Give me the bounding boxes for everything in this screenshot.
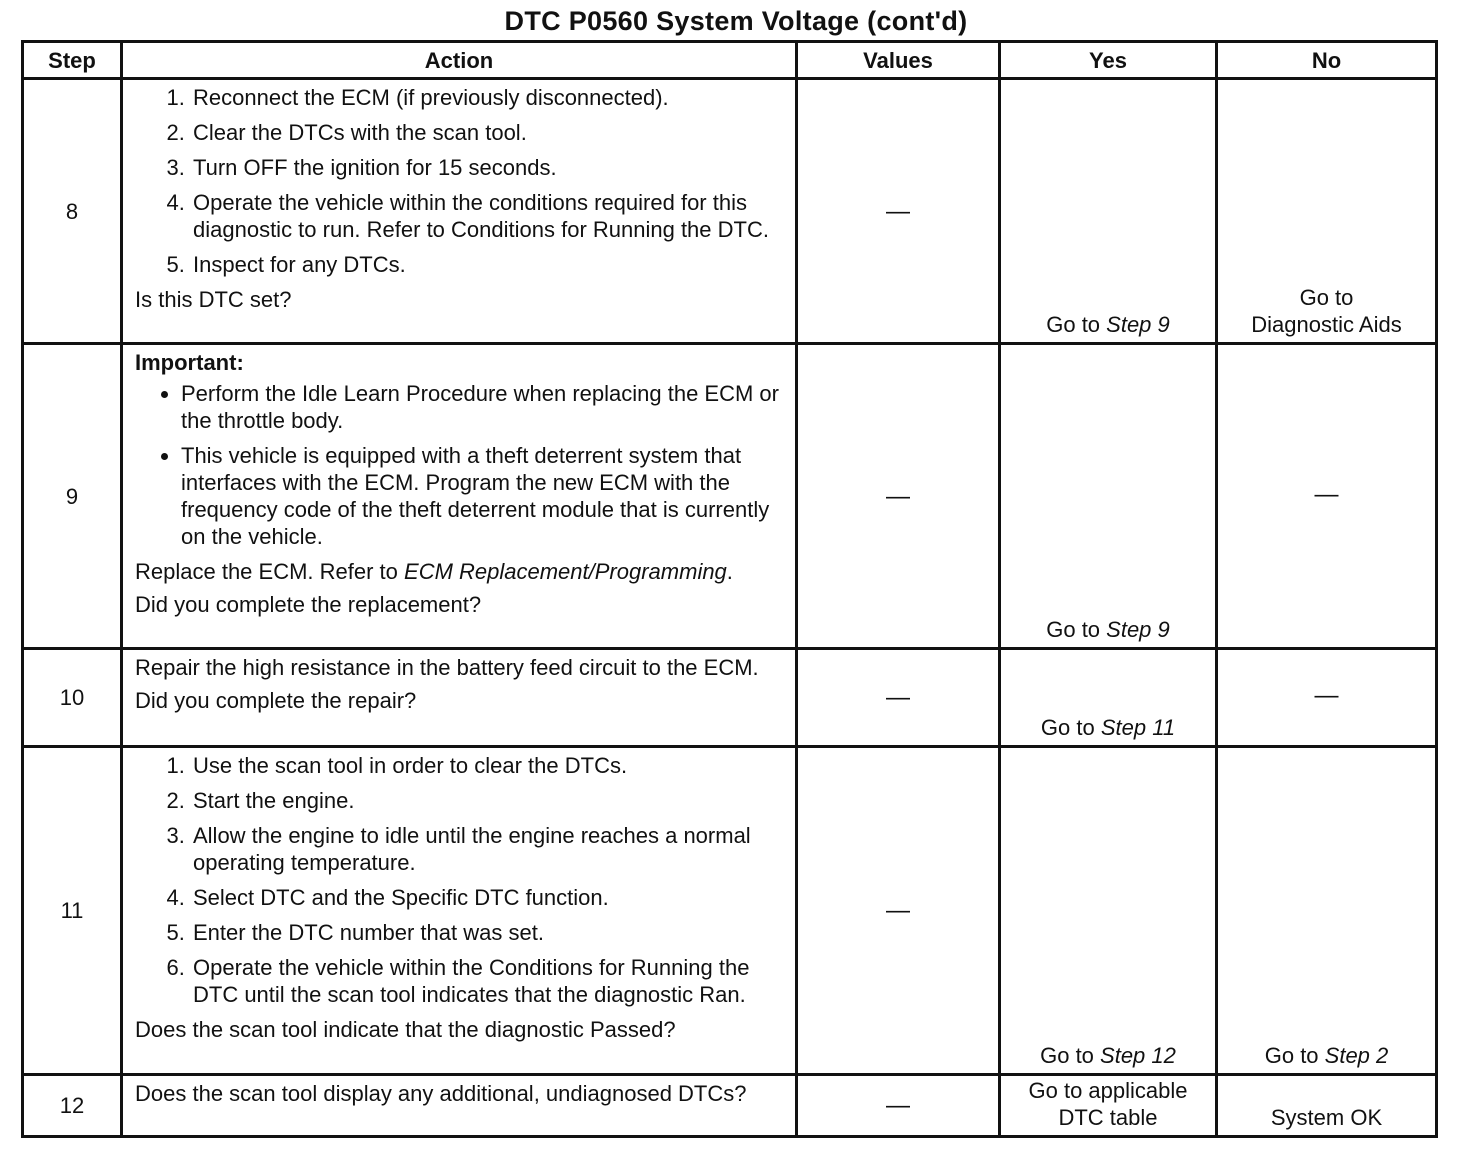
yes-text: Go to: [1040, 1043, 1101, 1068]
yes-text: Go to applicable: [1028, 1078, 1188, 1103]
action-cell: [122, 747, 797, 1075]
no-cell: —: [1217, 344, 1437, 649]
step-number: 8: [23, 79, 122, 344]
no-cell: [1217, 79, 1437, 344]
action-question: Did you complete the replacement?: [135, 592, 482, 617]
header-action: Action: [122, 42, 797, 79]
values-cell: —: [797, 649, 1000, 747]
table-row: [23, 79, 1437, 344]
step-reference: Step 9: [1106, 312, 1170, 337]
yes-text: Go to: [1040, 715, 1101, 740]
header-step: Step: [23, 42, 122, 79]
no-cell: —: [1217, 649, 1437, 747]
procedure-reference: ECM Replacement/Programming: [404, 559, 727, 584]
list-item: • This vehicle is equipped with a theft deterrent system that interfaces with the ECM. Program the new ECM with the frequency code of the theft deterrent module that is currently on the vehicle.: [181, 442, 787, 550]
header-no: No: [1217, 42, 1437, 79]
action-cell: [122, 79, 797, 344]
step-reference: Step 9: [1106, 617, 1170, 642]
action-question: Does the scan tool display any additional, undiagnosed DTCs?: [135, 1081, 747, 1106]
action-steps: [135, 84, 787, 278]
list-item: 4. Select DTC and the Specific DTC function.: [191, 884, 787, 911]
list-item: 1. Reconnect the ECM (if previously disconnected).: [191, 84, 787, 111]
important-heading: Important:: [135, 350, 244, 375]
action-question: Did you complete the repair?: [135, 688, 417, 713]
header-yes: Yes: [1000, 42, 1217, 79]
page-title: DTC P0560 System Voltage (cont'd): [504, 6, 968, 36]
step-number: 12: [23, 1075, 122, 1137]
table-row: [23, 747, 1437, 1075]
list-item: 5. Inspect for any DTCs.: [191, 251, 787, 278]
no-cell: [1217, 747, 1437, 1075]
list-item: 2. Start the engine.: [191, 787, 787, 814]
action-instruction: Replace the ECM. Refer to ECM Replacement/Programming.: [135, 559, 733, 584]
list-item: 6. Operate the vehicle within the Conditions for Running the DTC until the scan tool indicates that the diagnostic Ran.: [191, 954, 787, 1008]
yes-text: DTC table: [1058, 1105, 1158, 1130]
list-item: 3. Allow the engine to idle until the engine reaches a normal operating temperature.: [191, 822, 787, 876]
action-instruction: Repair the high resistance in the battery feed circuit to the ECM.: [135, 655, 759, 680]
step-reference: Step 11: [1100, 715, 1176, 740]
yes-text: Go to: [1046, 617, 1107, 642]
action-question: Is this DTC set?: [135, 287, 292, 312]
values-cell: —: [797, 344, 1000, 649]
values-cell: —: [797, 79, 1000, 344]
list-item: 1. Use the scan tool in order to clear the DTCs.: [191, 752, 787, 779]
list-item: 2. Clear the DTCs with the scan tool.: [191, 119, 787, 146]
values-cell: —: [797, 747, 1000, 1075]
action-steps: [135, 752, 787, 1008]
list-item: 4. Operate the vehicle within the conditions required for this diagnostic to run. Refer to Conditions for Running the DTC.: [191, 189, 787, 243]
yes-cell: [1000, 747, 1217, 1075]
yes-cell: [1000, 1075, 1217, 1137]
list-item: 3. Turn OFF the ignition for 15 seconds.: [191, 154, 787, 181]
table-row: [23, 649, 1437, 747]
no-text: Go to: [1299, 285, 1354, 310]
action-cell: [122, 344, 797, 649]
table-row: [23, 1075, 1437, 1137]
no-text: Go to: [1264, 1043, 1325, 1068]
yes-cell: [1000, 344, 1217, 649]
header-values: Values: [797, 42, 1000, 79]
step-reference: Step 12: [1100, 1043, 1176, 1068]
action-cell: [122, 1075, 797, 1137]
step-number: 9: [23, 344, 122, 649]
no-cell: System OK: [1217, 1075, 1437, 1137]
values-cell: —: [797, 1075, 1000, 1137]
yes-cell: [1000, 79, 1217, 344]
header-row: [23, 42, 1437, 79]
step-number: 11: [23, 747, 122, 1075]
table-row: [23, 344, 1437, 649]
list-item: 5. Enter the DTC number that was set.: [191, 919, 787, 946]
no-text: Diagnostic Aids: [1251, 312, 1402, 337]
list-item: • Perform the Idle Learn Procedure when replacing the ECM or the throttle body.: [181, 380, 787, 434]
important-bullets: [135, 380, 787, 550]
yes-cell: [1000, 649, 1217, 747]
step-number: 10: [23, 649, 122, 747]
step-reference: Step 2: [1324, 1043, 1389, 1068]
action-question: Does the scan tool indicate that the diagnostic Passed?: [135, 1017, 676, 1042]
action-cell: [122, 649, 797, 747]
yes-text: Go to: [1046, 312, 1107, 337]
diagnostic-table: [21, 40, 1438, 1138]
